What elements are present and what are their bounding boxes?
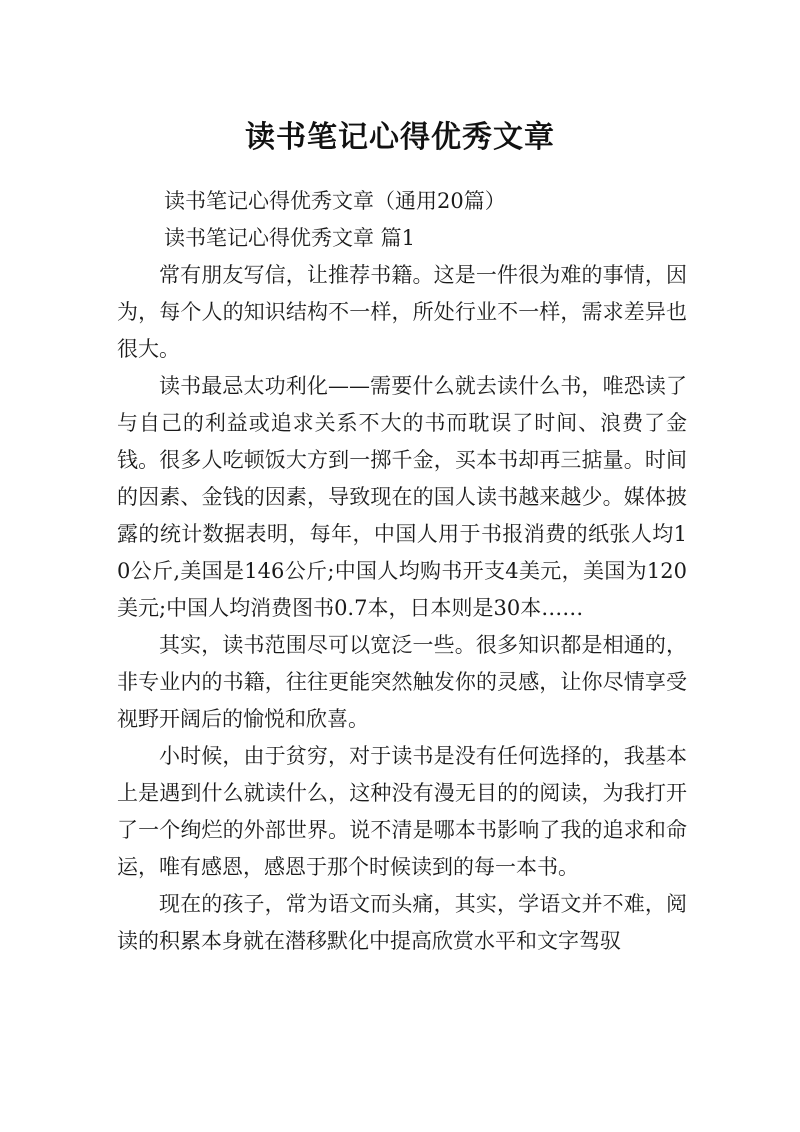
section-heading: 读书笔记心得优秀文章 篇1 (164, 226, 416, 250)
document-title: 读书笔记心得优秀文章 (245, 120, 555, 156)
document-subtitle: 读书笔记心得优秀文章（通用20篇） (164, 189, 506, 213)
paragraph-4: 小时候，由于贫穷，对于读书是没有任何选择的，我基本上是遇到什么就读什么，这种没有漫无目的的阅读，为我打开了一个绚烂的外部世界。说不清是哪本书影响了我的追求和命运，唯有感恩，感恩于那个时候读到的每一本书。 (117, 744, 687, 879)
document-body (117, 183, 687, 960)
paragraph-2: 读书最忌太功利化——需要什么就去读什么书，唯恐读了与自己的利益或追求关系不大的书而耽误了时间、浪费了金钱。很多人吃顿饭大方到一掷千金，买本书却再三掂量。时间的因素、金钱的因素，导致现在的国人读书越来越少。媒体披露的统计数据表明，每年，中国人用于书报消费的纸张人均10公斤,美国是146公斤;中国人均购书开支4美元，美国为120美元;中国人均消费图书0.7本，日本则是30本…… (117, 374, 687, 620)
paragraph-5: 现在的孩子，常为语文而头痛，其实，学语文并不难，阅读的积累本身就在潜移默化中提高欣赏水平和文字驾驭 (117, 892, 687, 953)
paragraph-1: 常有朋友写信，让推荐书籍。这是一件很为难的事情，因为，每个人的知识结构不一样，所处行业不一样，需求差异也很大。 (117, 263, 687, 361)
paragraph-3: 其实，读书范围尽可以宽泛一些。很多知识都是相通的，非专业内的书籍，往往更能突然触发你的灵感，让你尽情享受视野开阔后的愉悦和欣喜。 (117, 633, 687, 731)
